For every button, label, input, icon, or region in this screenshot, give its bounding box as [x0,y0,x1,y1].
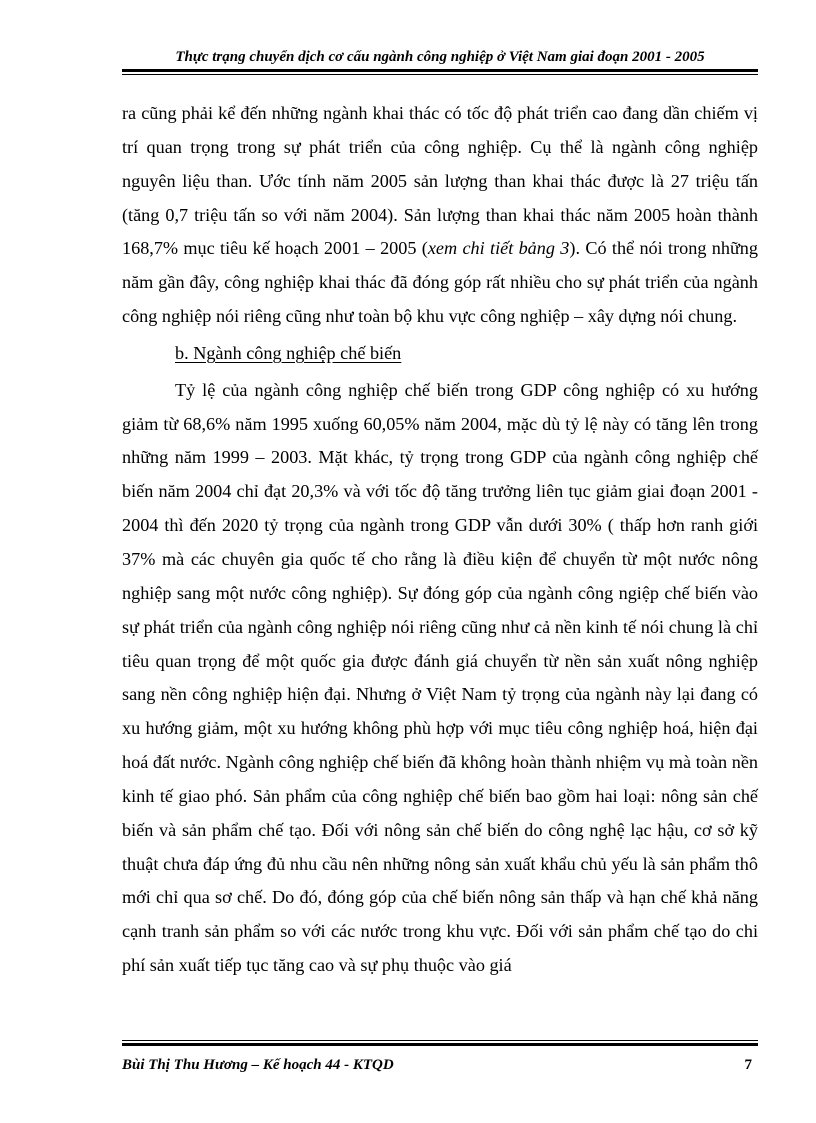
page-number: 7 [744,1057,752,1073]
footer-author: Bùi Thị Thu Hương – Kế hoạch 44 - KTQD [122,1057,394,1073]
running-header: Thực trạng chuyển dịch cơ cấu ngành công nghiệp ở Việt Nam giai đoạn 2001 - 2005 [175,49,705,65]
footer-rule-thin [122,1040,758,1041]
section-subheading-text: b. Ngành công nghiệp chế biến [175,342,402,363]
header-rule-thick [122,69,758,72]
table-reference: xem chi tiết bảng 3 [427,238,570,259]
header-rule-thin [122,74,758,75]
paragraph-coal-mining-text-1: ra cũng phải kể đến những ngành khai thác có tốc độ phát triển cao đang dần chiếm vị trí quan trọng trong sự phát triển của công nghiệp. Cụ thể là ngành công nghiệp nguyên liệu than. Ước tính năm 2005 sản lượng than khai thác được là 27 triệu tấn (tăng 0,7 triệu tấn so với năm 2004). Sản lượng than khai thác năm 2005 hoàn thành 168,7% mục tiêu kế hoạch 2001 – 2005 ( [122,103,758,259]
footer-rule-thick [122,1043,758,1046]
page-body [122,97,758,983]
section-subheading [122,337,758,371]
paragraph-processing-industry: Tỷ lệ của ngành công nghiệp chế biến trong GDP công nghiệp có xu hướng giảm từ 68,6% năm 1995 xuống 60,05% năm 2004, mặc dù tỷ lệ này có tăng lên trong những năm 1999 – 2003. Mặt khác, tỷ trọng trong GDP của ngành công nghiệp chế biến năm 2004 chỉ đạt 20,3% và với tốc độ tăng trưởng liên tục giảm giai đoạn 2001 - 2004 thì đến 2020 tỷ trọng của ngành trong GDP vẫn dưới 30% ( thấp hơn ranh giới 37% mà các chuyên gia quốc tế cho rằng là điều kiện để chuyển từ một nước nông nghiệp sang một nước công nghiệp). Sự đóng góp của ngành công ngiệp chế biến vào sự phát triển của ngành công nghiệp nói riêng cũng như cả nền kinh tế nói chung là chỉ tiêu quan trọng để một quốc gia được đánh giá chuyển từ nền sản xuất nông nghiệp sang nền công nghiệp hiện đại. Nhưng ở Việt Nam tỷ trọng của ngành này lại đang có xu hướng giảm, một xu hướng không phù hợp với mục tiêu công nghiệp hoá, hiện đại hoá đất nước. Ngành công nghiệp chế biến đã không hoàn thành nhiệm vụ mà toàn nền kinh tế giao phó. Sản phẩm của công nghiệp chế biến bao gồm hai loại: nông sản chế biến và sản phẩm chế tạo. Đối với nông sản chế biến do công nghệ lạc hậu, cơ sở kỹ thuật chưa đáp ứng đủ nhu cầu nên những nông sản xuất khẩu chủ yếu là sản phẩm thô mới chỉ qua sơ chế. Do đó, đóng góp của chế biến nông sản thấp và hạn chế khả năng cạnh tranh sản phẩm so với các nước trong khu vực. Đối với sản phẩm chế tạo do chi phí sản xuất tiếp tục tăng cao và sự phụ thuộc vào giá [122,379,758,976]
paragraph-coal-mining [122,97,758,334]
paragraph-coal-mining-text-2: ). Có thể nói trong những năm gần đây, công nghiệp khai thác đã đóng góp rất nhiều cho sự phát triển của ngành công nghiệp nói riêng cũng như toàn bộ khu vực công nghiệp – xây dựng nói chung. [122,238,758,327]
